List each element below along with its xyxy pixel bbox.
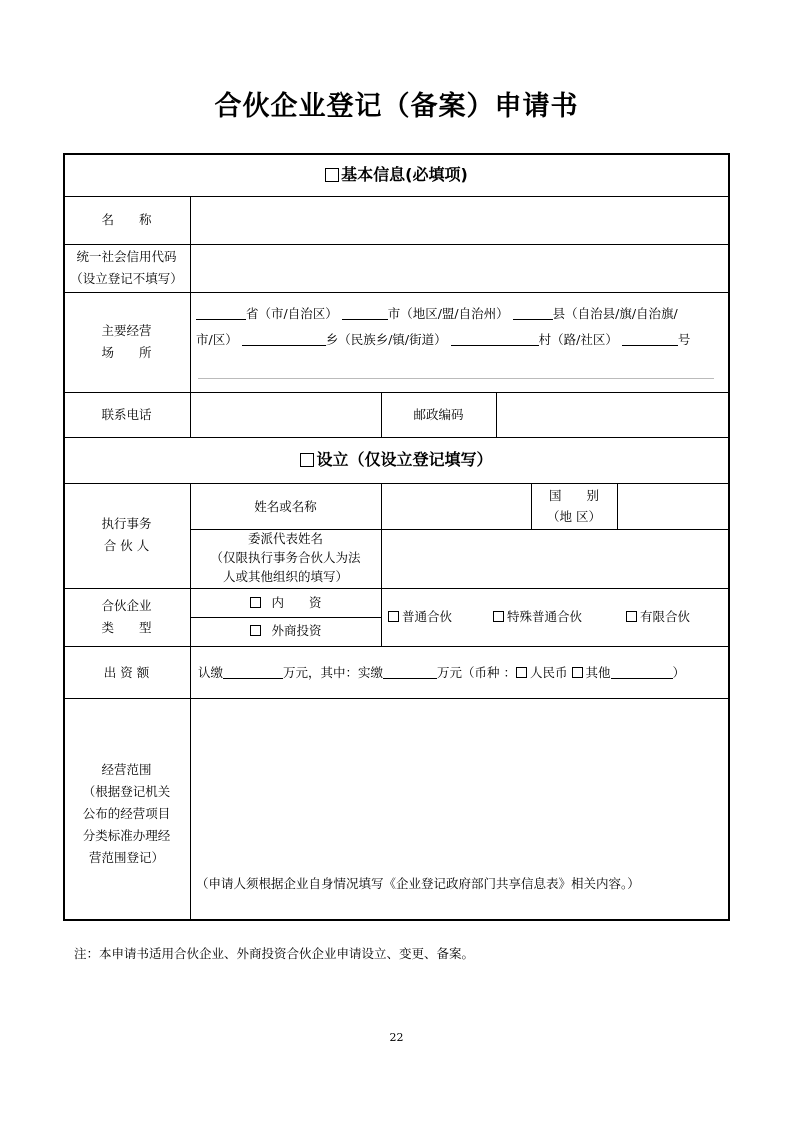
special-general-option[interactable]: 特殊普通合伙 (493, 606, 582, 628)
checkbox-icon[interactable] (250, 597, 261, 608)
checkbox-icon[interactable] (300, 453, 314, 467)
province-field[interactable] (196, 305, 246, 320)
row-divider (190, 617, 381, 618)
footnote: 注：本申请书适用合伙企业、外商投资合伙企业申请设立、变更、备案。 (74, 946, 475, 961)
checkbox-icon[interactable] (250, 625, 261, 636)
other-currency-field[interactable] (611, 664, 673, 679)
row-divider (63, 196, 730, 197)
scope-label: 公布的经营项目 (82, 806, 171, 821)
scope-label: 营范围登记） (88, 850, 164, 865)
township-field[interactable] (242, 331, 326, 346)
checkbox-icon[interactable] (325, 168, 339, 182)
section-setup-header: 设立（仅设立登记填写） (63, 447, 730, 473)
row-divider (63, 483, 730, 484)
checkbox-icon[interactable] (572, 667, 583, 678)
address-line-1: 省（市/自治区） 市（地区/盟/自治州） 县（自治县/旗/自治旗/ (196, 300, 724, 327)
partner-label-2: 合 伙 人 (103, 538, 150, 553)
type-label: 合伙企业 (101, 598, 152, 613)
page-title: 合伙企业登记（备案）申请书 (214, 91, 579, 122)
address-label: 主要经营 (101, 323, 152, 338)
section-basic-header: 基本信息(必填项) (63, 162, 730, 188)
delegate-label-2: （仅限执行事务合伙人为法 (210, 550, 361, 565)
col-divider (381, 483, 382, 646)
row-divider (63, 646, 730, 647)
page-number: 22 (389, 1031, 404, 1044)
address-label-2: 场 所 (101, 345, 152, 360)
county-field[interactable] (513, 305, 553, 320)
checkbox-icon[interactable] (493, 611, 504, 622)
domestic-option[interactable]: 内 资 (190, 592, 381, 614)
scope-label: 经营范围 (101, 762, 152, 777)
scope-note: （申请人须根据企业自身情况填写《企业登记政府部门共享信息表》相关内容。） (196, 876, 640, 891)
row-divider (63, 698, 730, 699)
city-field[interactable] (342, 305, 388, 320)
delegate-label: 委派代表姓名 (247, 531, 323, 546)
scope-label: （根据登记机关 (82, 784, 171, 799)
partner-label: 执行事务 (101, 516, 152, 531)
col-divider (496, 392, 497, 437)
checkbox-icon[interactable] (626, 611, 637, 622)
number-field[interactable] (622, 331, 678, 346)
subscribed-field[interactable] (223, 664, 283, 679)
type-label-2: 类 型 (101, 620, 152, 635)
checkbox-icon[interactable] (516, 667, 527, 678)
delegate-label-3: 人或其他组织的填写） (222, 569, 348, 584)
row-divider (63, 392, 730, 393)
checkbox-icon[interactable] (388, 611, 399, 622)
row-divider (63, 437, 730, 438)
scope-label: 分类标准办理经 (82, 828, 171, 843)
country-label: 国 别 (548, 488, 599, 503)
village-field[interactable] (451, 331, 539, 346)
credit-code-label-note: （设立登记不填写） (70, 271, 183, 286)
address-extra-line[interactable] (198, 378, 714, 379)
credit-code-label: 统一社会信用代码 (76, 249, 177, 264)
general-option[interactable]: 普通合伙 (388, 606, 452, 628)
phone-label: 联系电话 (101, 407, 152, 422)
col-divider (617, 483, 618, 529)
foreign-option[interactable]: 外商投资 (190, 620, 381, 642)
row-divider (63, 588, 730, 589)
partner-name-label: 姓名或名称 (254, 499, 317, 514)
country-label-2: （地 区） (547, 509, 601, 524)
limited-option[interactable]: 有限合伙 (626, 606, 690, 628)
row-divider (63, 292, 730, 293)
capital-label: 出 资 额 (103, 665, 150, 680)
postal-label: 邮政编码 (413, 407, 464, 422)
paid-field[interactable] (383, 664, 437, 679)
row-divider (63, 244, 730, 245)
col-divider (190, 196, 191, 437)
address-line-2: 市/区） 乡（民族乡/镇/街道） 村（路/社区） 号 (196, 332, 691, 347)
capital-row: 认缴 万元，其中：实缴 万元（币种 ： 人民币 其他 ） (198, 665, 686, 680)
name-label: 名 称 (101, 212, 152, 227)
